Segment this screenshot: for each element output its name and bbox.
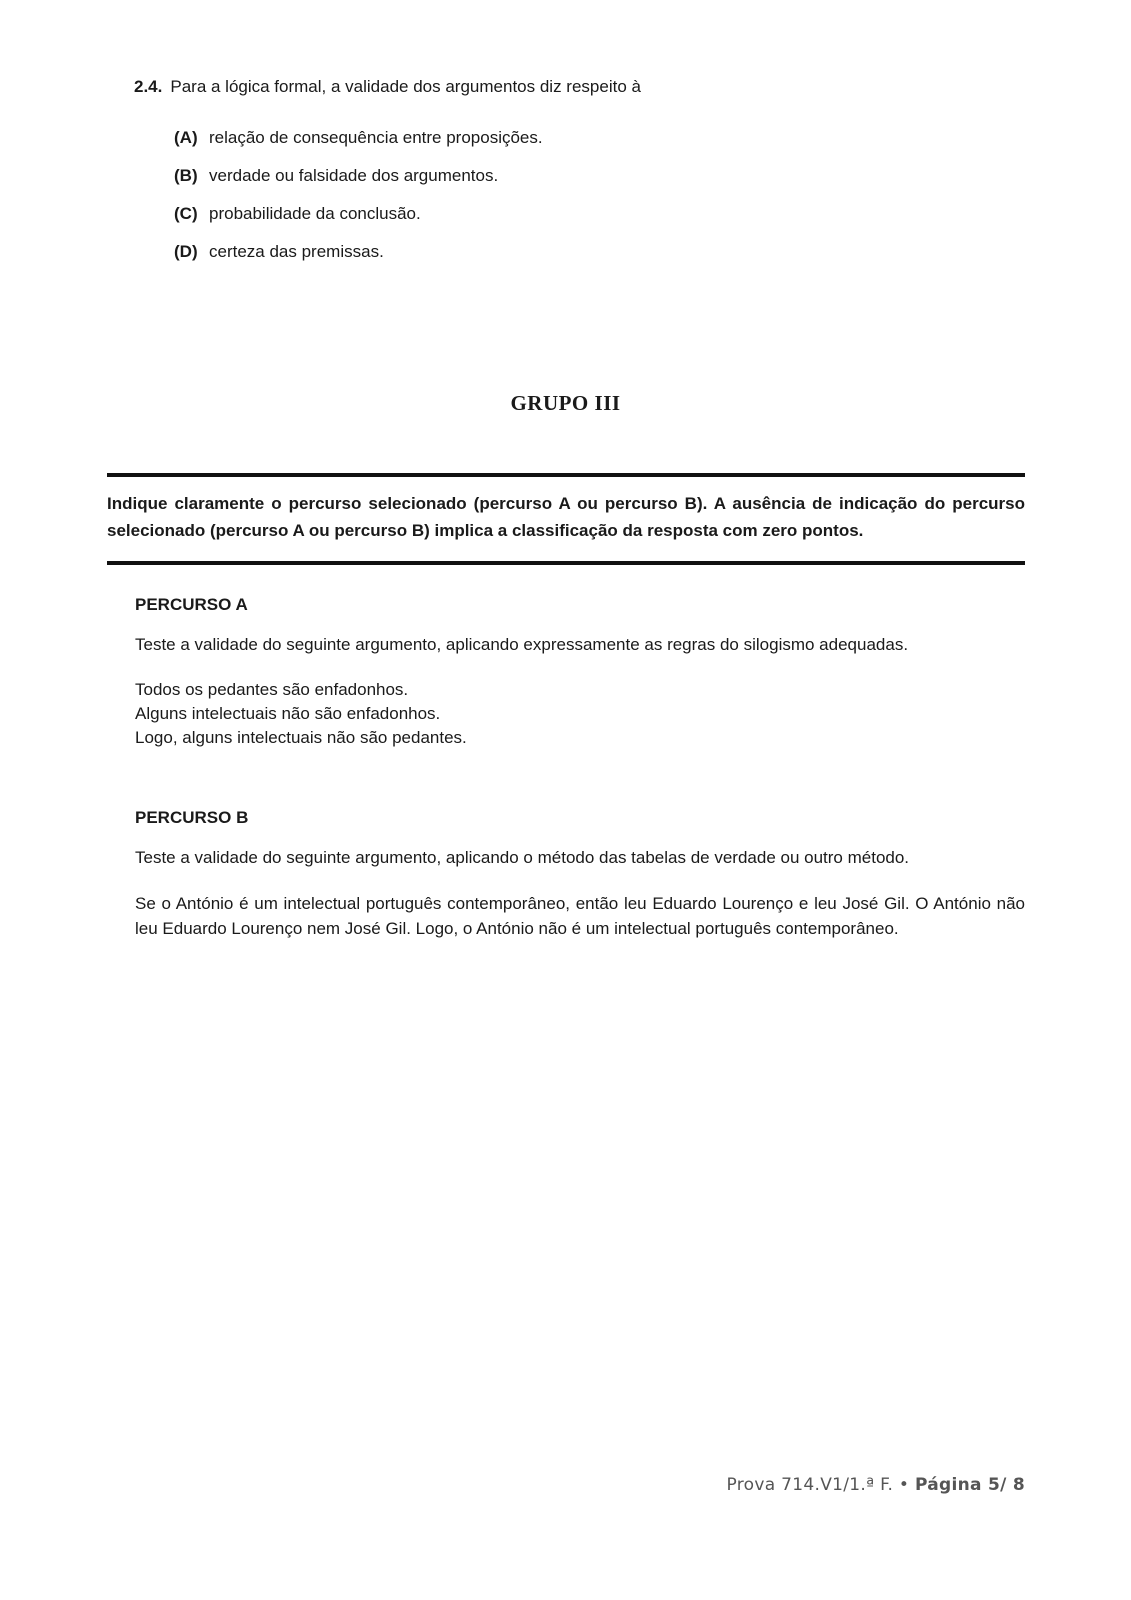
footer-separator: • [898,1475,910,1495]
percurso-b-heading: PERCURSO B [135,808,249,827]
percurso-a-argument [135,678,1025,750]
option-text: certeza das premissas. [209,242,384,261]
option-c [174,203,543,225]
exam-code: Prova 714.V1/1.ª F. [726,1475,894,1495]
question-number: 2.4. [134,77,163,96]
percurso-b-argument: Se o António é um intelectual português contemporâneo, então leu Eduardo Lourenço e leu José Gil. O António não leu Eduardo Lourenço nem José Gil. Logo, o António não é um intelectual português contemporâneo. [135,894,1025,938]
conclusion: Logo, alguns intelectuais não são pedantes. [135,728,467,747]
option-text: probabilidade da conclusão. [209,204,421,223]
divider-bottom [107,561,1025,565]
percurso-a-section [135,594,1025,750]
option-letter: (B) [174,166,198,185]
question-text: Para a lógica formal, a validade dos argumentos diz respeito à [170,77,641,96]
option-letter: (D) [174,242,198,261]
option-b [174,165,543,187]
percurso-a-heading: PERCURSO A [135,595,248,614]
percurso-a-lead: Teste a validade do seguinte argumento, aplicando expressamente as regras do silogismo adequadas. [135,635,909,654]
divider-top [107,473,1025,477]
group-instruction: Indique claramente o percurso selecionado (percurso A ou percurso B). A ausência de indicação do percurso selecionado (percurso A ou percurso B) implica a classificação da resposta com zero pontos. [107,494,1025,540]
option-a [174,127,543,149]
group-title: GRUPO III [510,391,621,415]
page-footer [727,1475,1026,1495]
premise-1: Todos os pedantes são enfadonhos. [135,680,409,699]
option-text: relação de consequência entre proposições. [209,128,543,147]
option-letter: (C) [174,204,198,223]
premise-2: Alguns intelectuais não são enfadonhos. [135,704,441,723]
option-letter: (A) [174,128,198,147]
question-2-4 [134,76,641,98]
option-d [174,241,543,263]
percurso-b-lead: Teste a validade do seguinte argumento, aplicando o método das tabelas de verdade ou outro método. [135,848,910,867]
page-number: Página 5/ 8 [914,1475,1025,1495]
answer-options [174,127,543,279]
percurso-b-section [135,807,1025,941]
option-text: verdade ou falsidade dos argumentos. [209,166,499,185]
